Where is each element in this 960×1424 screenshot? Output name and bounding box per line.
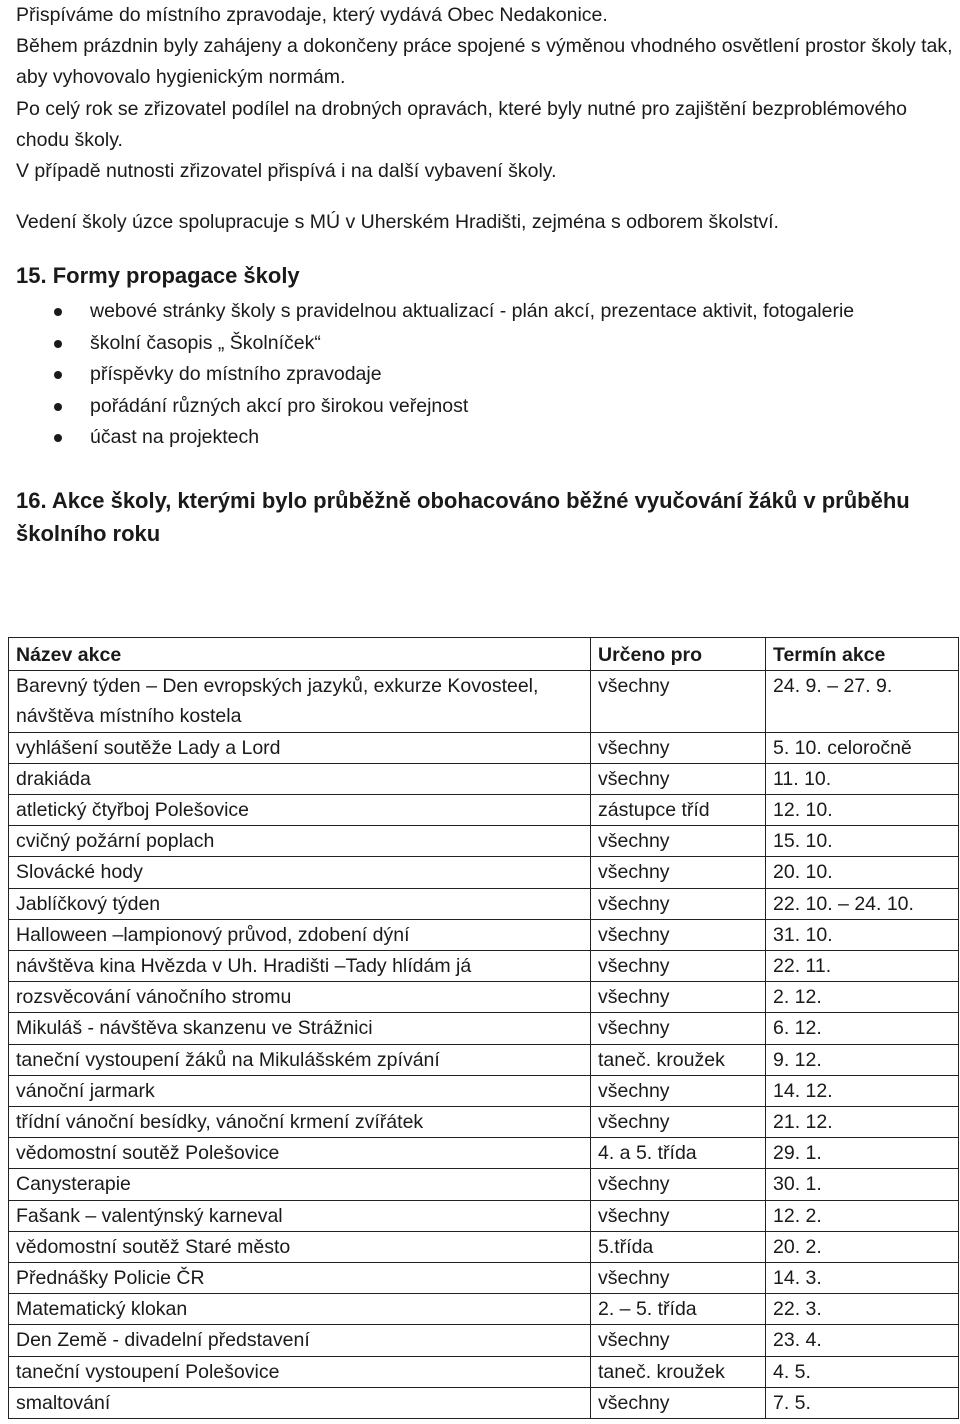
- audience-cell: všechny: [591, 982, 766, 1013]
- document-page: [16, 0, 956, 550]
- table-row: [9, 1169, 959, 1200]
- event-name-cell: vyhlášení soutěže Lady a Lord: [9, 732, 591, 763]
- table-row: [9, 671, 959, 732]
- date-cell: 2. 12.: [766, 982, 959, 1013]
- audience-cell: všechny: [591, 1075, 766, 1106]
- event-name-cell: smaltování: [9, 1387, 591, 1418]
- audience-cell: všechny: [591, 888, 766, 919]
- audience-cell: zástupce tříd: [591, 795, 766, 826]
- audience-cell: 2. – 5. třída: [591, 1294, 766, 1325]
- bullet-icon: [54, 434, 62, 442]
- column-header-date: Termín akce: [766, 638, 959, 671]
- audience-cell: všechny: [591, 1013, 766, 1044]
- audience-cell: všechny: [591, 1263, 766, 1294]
- date-cell: 14. 3.: [766, 1263, 959, 1294]
- event-name-cell: Halloween –lampionový průvod, zdobení dýní: [9, 919, 591, 950]
- event-name-cell: Canysterapie: [9, 1169, 591, 1200]
- column-header-name: Název akce: [9, 638, 591, 671]
- table-row: [9, 1107, 959, 1138]
- audience-cell: všechny: [591, 1387, 766, 1418]
- table-row: [9, 1231, 959, 1262]
- audience-cell: všechny: [591, 919, 766, 950]
- event-name-cell: Den Země - divadelní představení: [9, 1325, 591, 1356]
- propagation-list: [16, 296, 956, 454]
- date-cell: 12. 2.: [766, 1200, 959, 1231]
- table-row: [9, 982, 959, 1013]
- table-row: [9, 888, 959, 919]
- intro-paragraph: Během prázdnin byly zahájeny a dokončeny práce spojené s výměnou vhodného osvětlení prostor školy tak, aby vyhovovalo hygienickým normám.: [16, 35, 953, 89]
- bullet-icon: [54, 371, 62, 379]
- event-name-cell: Mikuláš - návštěva skanzenu ve Strážnici: [9, 1013, 591, 1044]
- intro-paragraph: Přispíváme do místního zpravodaje, který vydává Obec Nedakonice.: [16, 4, 608, 26]
- table-row: [9, 1138, 959, 1169]
- table-header-row: [9, 638, 959, 671]
- date-cell: 21. 12.: [766, 1107, 959, 1138]
- date-cell: 7. 5.: [766, 1387, 959, 1418]
- bullet-icon: [54, 308, 62, 316]
- column-header-audience: Určeno pro: [591, 638, 766, 671]
- date-cell: 31. 10.: [766, 919, 959, 950]
- event-name-cell: návštěva kina Hvězda v Uh. Hradišti –Tady hlídám já: [9, 951, 591, 982]
- table-row: [9, 1044, 959, 1075]
- intro-text: [16, 0, 956, 238]
- audience-cell: všechny: [591, 671, 766, 732]
- table-row: [9, 1200, 959, 1231]
- event-name-cell: atletický čtyřboj Polešovice: [9, 795, 591, 826]
- table-row: [9, 795, 959, 826]
- bullet-icon: [54, 340, 62, 348]
- audience-cell: všechny: [591, 857, 766, 888]
- table-row: [9, 919, 959, 950]
- event-name-cell: Fašank – valentýnský karneval: [9, 1200, 591, 1231]
- date-cell: 24. 9. – 27. 9.: [766, 671, 959, 732]
- date-cell: 22. 10. – 24. 10.: [766, 888, 959, 919]
- date-cell: 5. 10. celoročně: [766, 732, 959, 763]
- intro-paragraph: Vedení školy úzce spolupracuje s MÚ v Uherském Hradišti, zejména s odborem školství.: [16, 211, 779, 234]
- date-cell: 20. 10.: [766, 857, 959, 888]
- event-name-cell: vědomostní soutěž Polešovice: [9, 1138, 591, 1169]
- date-cell: 11. 10.: [766, 763, 959, 794]
- audience-cell: všechny: [591, 1200, 766, 1231]
- list-item: účast na projektech: [16, 422, 956, 454]
- table-row: [9, 857, 959, 888]
- school-events-table: [8, 637, 959, 1419]
- event-name-cell: taneční vystoupení Polešovice: [9, 1356, 591, 1387]
- table-row: [9, 1263, 959, 1294]
- audience-cell: všechny: [591, 1325, 766, 1356]
- table-row: [9, 1075, 959, 1106]
- event-name-cell: taneční vystoupení žáků na Mikulášském zpívání: [9, 1044, 591, 1075]
- date-cell: 15. 10.: [766, 826, 959, 857]
- event-name-cell: vědomostní soutěž Staré město: [9, 1231, 591, 1262]
- table-row: [9, 732, 959, 763]
- table-row: [9, 1294, 959, 1325]
- table-row: [9, 1013, 959, 1044]
- date-cell: 9. 12.: [766, 1044, 959, 1075]
- table-row: [9, 763, 959, 794]
- list-item: příspěvky do místního zpravodaje: [16, 359, 956, 391]
- audience-cell: 5.třída: [591, 1231, 766, 1262]
- date-cell: 30. 1.: [766, 1169, 959, 1200]
- event-name-cell: rozsvěcování vánočního stromu: [9, 982, 591, 1013]
- event-name-cell: třídní vánoční besídky, vánoční krmení zvířátek: [9, 1107, 591, 1138]
- date-cell: 22. 11.: [766, 951, 959, 982]
- date-cell: 4. 5.: [766, 1356, 959, 1387]
- table-row: [9, 1356, 959, 1387]
- audience-cell: taneč. kroužek: [591, 1044, 766, 1075]
- list-item: webové stránky školy s pravidelnou aktualizací - plán akcí, prezentace aktivit, fotogalerie: [16, 296, 956, 328]
- date-cell: 12. 10.: [766, 795, 959, 826]
- audience-cell: taneč. kroužek: [591, 1356, 766, 1387]
- intro-paragraph: Po celý rok se zřizovatel podílel na drobných opravách, které byly nutné pro zajištění bezproblémového chodu školy.: [16, 97, 907, 151]
- date-cell: 22. 3.: [766, 1294, 959, 1325]
- event-name-cell: drakiáda: [9, 763, 591, 794]
- date-cell: 6. 12.: [766, 1013, 959, 1044]
- event-name-cell: Slovácké hody: [9, 857, 591, 888]
- event-name-cell: Matematický klokan: [9, 1294, 591, 1325]
- table-row: [9, 826, 959, 857]
- event-name-cell: vánoční jarmark: [9, 1075, 591, 1106]
- table-row: [9, 1387, 959, 1418]
- table-row: [9, 1325, 959, 1356]
- bullet-icon: [54, 403, 62, 411]
- audience-cell: všechny: [591, 763, 766, 794]
- date-cell: 14. 12.: [766, 1075, 959, 1106]
- date-cell: 23. 4.: [766, 1325, 959, 1356]
- audience-cell: 4. a 5. třída: [591, 1138, 766, 1169]
- list-item: pořádání různých akcí pro širokou veřejnost: [16, 391, 956, 423]
- audience-cell: všechny: [591, 1169, 766, 1200]
- date-cell: 29. 1.: [766, 1138, 959, 1169]
- event-name-cell: Barevný týden – Den evropských jazyků, exkurze Kovosteel, návštěva místního kostela: [9, 671, 591, 732]
- event-name-cell: Přednášky Policie ČR: [9, 1263, 591, 1294]
- event-name-cell: cvičný požární poplach: [9, 826, 591, 857]
- date-cell: 20. 2.: [766, 1231, 959, 1262]
- section-16-heading: 16. Akce školy, kterými bylo průběžně obohacováno běžné vyučování žáků v průběhu školního roku: [16, 487, 910, 546]
- intro-paragraph: V případě nutnosti zřizovatel přispívá i na další vybavení školy.: [16, 160, 557, 183]
- event-name-cell: Jablíčkový týden: [9, 888, 591, 919]
- section-15-heading: 15. Formy propagace školy: [16, 263, 300, 289]
- audience-cell: všechny: [591, 1107, 766, 1138]
- audience-cell: všechny: [591, 826, 766, 857]
- list-item: školní časopis „ Školníček“: [16, 328, 956, 360]
- audience-cell: všechny: [591, 732, 766, 763]
- table-row: [9, 951, 959, 982]
- audience-cell: všechny: [591, 951, 766, 982]
